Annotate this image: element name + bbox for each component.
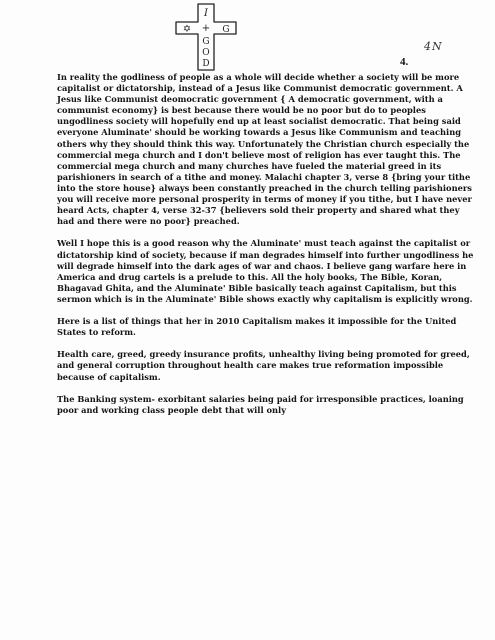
page-number: 4. (400, 56, 409, 68)
emblem-letter-5: D (202, 59, 210, 69)
paragraph-banking-system: The Banking system- exorbitant salaries being paid for irresponsible practices, loaning poor and working class people debt that will only (57, 393, 464, 415)
paragraph-aluminate-teaching: Well I hope this is a good reason why the Aluminate' must teach against the capitalist or dictatorship kind of society, because if man degrades himself into further ungodliness he will degrade himself into the dark ages of war and chaos. I believe gang warfare here in America and drug cartels is a prelude to this. All the holy books, The Bible, Koran, Bhagavad Ghita, and the Aluminate' Bible basically teach against Capitalism, but this sermon which is in the Aluminate' Bible shows exactly why capitalism is explicitly wrong. (57, 238, 474, 304)
emblem-letter-4: O (202, 48, 210, 58)
paragraph-godliness: In reality the godliness of people as a whole will decide whether a society will be more capitalist or dictatorship, instead of a Jesus like Communist democratic government. A Jesus like Communist deomocratic government { A democratic government, with a communist economy} is best because there would be no poor but do to peoples ungodliness society will hopefully end up at least socialist democratic. That being said everyone Aluminate' should be working towards a Jesus like Communism and teaching others why they should think this way. Unfortunately the Christian church especially the commercial mega church and I don't believe most of religion has ever taught this. The commercial mega church and many churches have fueled the material greed in its parishioners in search of a tithe and money. Malachi chapter 3, verse 8 {bring your tithe into the store house} always been constantly preached in the church telling parishioners you will receive more personal prosperity in terms of money if you tithe, but I have never heard Acts, chapter 4, verse 32-37 {believers sold their property and shared what they had and there were no poor} preached. (57, 72, 472, 227)
paragraph-health-care: Health care, greed, greedy insurance profits, unhealthy living being promoted for greed, and general corruption throughout health care makes true reformation impossible because of capitalism. (57, 349, 470, 382)
emblem-letter-2: + (201, 23, 211, 34)
handwritten-page-mark: 4N (424, 40, 443, 53)
star-of-david-icon: ✡ (182, 24, 192, 35)
document-body (57, 72, 475, 427)
paragraph-list-intro: Here is a list of things that her in 2010 Capitalism makes it impossible for the United States to reform. (57, 316, 457, 338)
emblem-letter-1: I (204, 8, 208, 19)
emblem-right-letter: G (222, 25, 230, 35)
emblem-letter-3: G (202, 37, 210, 47)
cross-emblem-icon (170, 2, 244, 72)
